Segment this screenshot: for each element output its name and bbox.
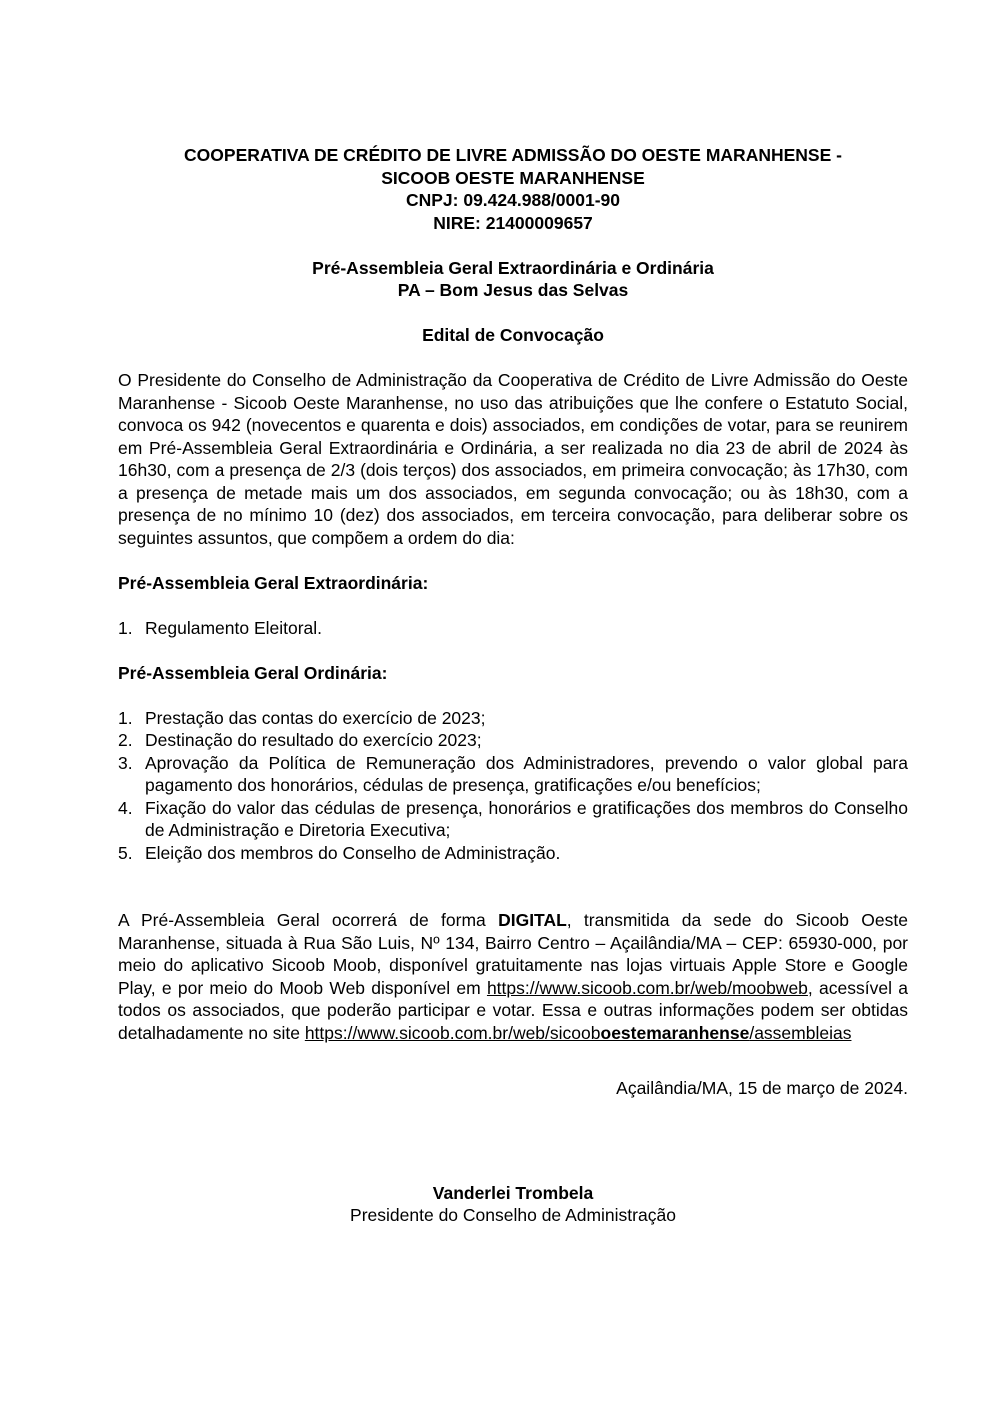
meeting-header: [118, 257, 908, 302]
intro-paragraph: O Presidente do Conselho de Administração da Cooperativa de Crédito de Livre Admissão do Oeste Maranhense - Sicoob Oeste Maranhense, no uso das atribuições que lhe confere o Estatuto Social, convoca os 942 (novecentos e quarenta e dois) associados, em condições de votar, para se reunirem em Pré-Assembleia Geral Extraordinária e Ordinária, a ser realizada no dia 23 de abril de 2024 às 16h30, com a presença de 2/3 (dois terços) dos associados, em primeira convocação; às 17h30, com a presença de metade mais um dos associados, em segunda convocação; ou às 18h30, com a presença de no mínimo 10 (dez) dos associados, em terceira convocação, para deliberar sobre os seguintes assuntos, que compõem a ordem do dia:: [118, 370, 908, 548]
list-item-number: 4.: [118, 797, 133, 818]
list-item: [118, 842, 908, 865]
list-item-number: 5.: [118, 842, 133, 863]
digital-paragraph-text: A Pré-Assembleia Geral ocorrerá de forma: [118, 910, 499, 930]
list-item: [118, 617, 908, 640]
moobweb-link[interactable]: https://www.sicoob.com.br/web/moobweb: [486, 977, 808, 998]
meeting-title: Pré-Assembleia Geral Extraordinária e Ordinária: [312, 257, 714, 278]
document-header: [118, 144, 908, 234]
list-item: [118, 752, 908, 797]
org-name-line1: COOPERATIVA DE CRÉDITO DE LIVRE ADMISSÃO DO OESTE MARANHENSE -: [184, 145, 842, 165]
signatory-title: Presidente do Conselho de Administração: [350, 1205, 676, 1225]
digital-keyword: DIGITAL: [498, 910, 567, 930]
meeting-location: PA – Bom Jesus das Selvas: [397, 280, 629, 300]
list-item-number: 1.: [118, 707, 133, 728]
list-item: [118, 707, 908, 730]
extraordinaria-list: [118, 617, 908, 640]
list-item: [118, 729, 908, 752]
list-item-text: Prestação das contas do exercício de 2023;: [145, 707, 486, 728]
document-title: Edital de Convocação: [422, 325, 604, 345]
list-item-text: Fixação do valor das cédulas de presença, honorários e gratificações dos membros do Conselho de Administração e Diretoria Executiva;: [145, 797, 908, 840]
org-cnpj: CNPJ: 09.424.988/0001-90: [405, 190, 621, 210]
list-item-text: Destinação do resultado do exercício 2023;: [145, 730, 482, 750]
signature-block: [118, 1182, 908, 1227]
list-item-text: Aprovação da Política de Remuneração dos Administradores, prevendo o valor global para pagamento dos honorários, cédulas de presença, gratificações e/ou benefícios;: [145, 752, 908, 795]
list-item-number: 1.: [118, 617, 133, 638]
extraordinaria-heading: Pré-Assembleia Geral Extraordinária:: [118, 572, 429, 593]
digital-paragraph: [118, 909, 908, 1044]
list-item-text: Regulamento Eleitoral.: [145, 617, 323, 638]
list-item-number: 3.: [118, 752, 133, 773]
org-name-line2: SICOOB OESTE MARANHENSE: [381, 167, 645, 188]
ordinaria-list: [118, 707, 908, 865]
assembleias-link-bold-text: oestemaranhense: [600, 1022, 750, 1043]
date-line: Açailândia/MA, 15 de março de 2024.: [616, 1078, 908, 1098]
digital-paragraph-text: , transmitida da sede do Sicoob Oeste Maranhense, situada à Rua São Luis, Nº 134, Bairro Centro – Açailândia/MA – CEP: 65930-000, por meio do aplicativo Sicoob Moob, disponível gratuitamente nas lojas virtuais Apple Store e Google Play, e por meio do Moob Web disponível em: [118, 910, 908, 998]
list-item-number: 2.: [118, 730, 133, 750]
list-item: [118, 797, 908, 842]
org-nire: NIRE: 21400009657: [433, 212, 593, 233]
assembleias-link[interactable]: [305, 1023, 852, 1043]
list-item-text: Eleição dos membros do Conselho de Administração.: [145, 842, 561, 863]
assembleias-link-text: /assembleias: [749, 1022, 852, 1043]
assembleias-link-text: https://www.sicoob.com.br/web/sicoob: [304, 1022, 601, 1043]
signatory-name: Vanderlei Trombela: [432, 1182, 594, 1203]
ordinaria-heading: Pré-Assembleia Geral Ordinária:: [118, 662, 388, 683]
digital-paragraph-text: , acessível a todos os associados, que poderão participar e votar. Essa e outras informações podem ser obtidas detalhadamente no site: [118, 977, 908, 1043]
